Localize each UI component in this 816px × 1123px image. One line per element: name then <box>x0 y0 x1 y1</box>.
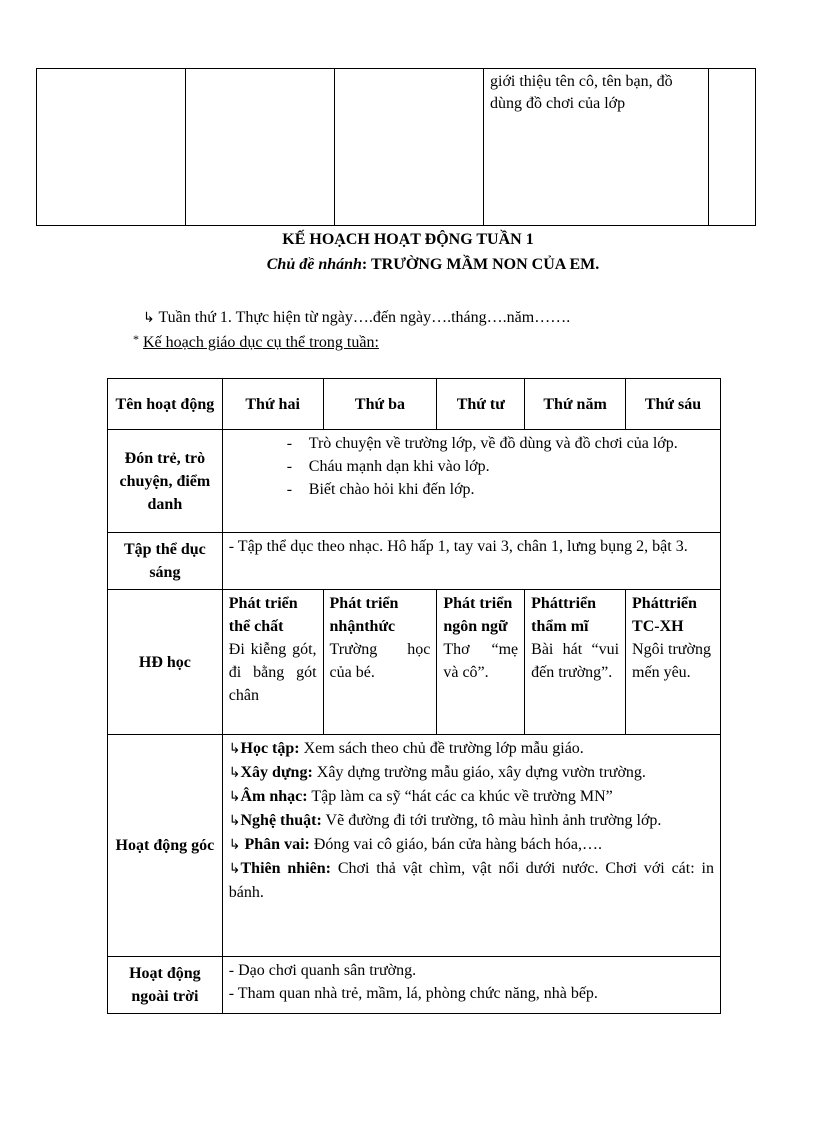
list-item: - Trò chuyện về trường lớp, về đồ dùng và đồ chơi của lớp. <box>309 432 714 455</box>
corner-item <box>229 761 714 785</box>
corner-text: Xem sách theo chủ đề trường lớp mẫu giáo. <box>299 740 584 757</box>
subject-content: Ngôi trường mến yêu. <box>632 641 711 681</box>
corner-text: Tập làm ca sỹ “hát các ca khúc về trường MN” <box>307 788 613 805</box>
row-label-the-duc: Tập thể dục sáng <box>108 533 223 590</box>
top-cell-5 <box>709 69 756 226</box>
plan-heading-line <box>133 334 379 352</box>
row-don-tre <box>108 430 721 533</box>
row-label-hd-hoc: HĐ học <box>108 590 223 735</box>
list-item: - Biết chào hỏi khi đến lớp. <box>309 478 714 501</box>
table-header-row <box>108 379 721 430</box>
week-line <box>143 309 570 327</box>
arrow-icon: ↳ <box>228 789 241 805</box>
subject-content: Bài hát “vui đến trường”. <box>531 641 620 681</box>
row-label-hd-goc: Hoạt động góc <box>108 735 223 957</box>
row-label-don-tre: Đón trẻ, trò chuyện, điểm danh <box>108 430 223 533</box>
arrow-icon: ↳ <box>228 813 241 829</box>
row-the-duc <box>108 533 721 590</box>
subtitle-value: : TRƯỜNG MẦM NON CỦA EM. <box>361 256 600 273</box>
corner-name: Thiên nhiên: <box>240 860 331 877</box>
the-duc-content: - Tập thể dục theo nhạc. Hô hấp 1, tay vai 3, chân 1, lưng bụng 2, bật 3. <box>222 533 720 590</box>
page-title: KẾ HOẠCH HOẠT ĐỘNG TUẦN 1 <box>282 231 534 248</box>
subject-content: Thơ “mẹ và cô”. <box>443 641 519 681</box>
subtitle-label: Chủ đề nhánh <box>266 256 362 273</box>
subject-label: Phát triển nhậnthức <box>329 595 399 635</box>
arrow-icon: ↳ <box>228 741 241 757</box>
hd-goc-content <box>222 735 720 957</box>
row-hd-hoc <box>108 590 721 735</box>
header-tuesday: Thứ ba <box>323 379 437 430</box>
arrow-icon: ↳ <box>228 861 241 877</box>
week-text: Tuần thứ 1. Thực hiện từ ngày….đến ngày….tháng….năm……. <box>158 309 571 326</box>
corner-name: Nghệ thuật: <box>240 812 322 829</box>
row-ngoai-troi <box>108 957 721 1014</box>
corner-item <box>229 737 714 761</box>
corner-item <box>229 833 714 857</box>
subject-label: Pháttriển thẩm mĩ <box>531 595 597 635</box>
subject-label: Pháttriển TC-XH <box>632 595 697 635</box>
arrow-icon: ↳ <box>228 837 241 853</box>
header-monday: Thứ hai <box>222 379 323 430</box>
corner-name: Âm nhạc: <box>240 788 308 805</box>
hd-hoc-friday <box>626 590 721 735</box>
corner-item <box>229 857 714 904</box>
row-label-ngoai-troi: Hoạt động ngoài trời <box>108 957 223 1014</box>
corner-name: Xây dựng: <box>240 764 313 781</box>
hd-hoc-thursday <box>525 590 626 735</box>
corner-text: Chơi thả vật chìm, vật nổi dưới nước. Chơi với cát: in bánh. <box>228 860 714 901</box>
corner-item <box>229 785 714 809</box>
corner-text: Vẽ đường đi tới trường, tô màu hình ảnh trường lớp. <box>321 812 662 829</box>
subject-content: Đi kiễng gót, đi bằng gót chân <box>228 641 317 704</box>
header-wednesday: Thứ tư <box>437 379 525 430</box>
list-item: - Cháu mạnh dạn khi vào lớp. <box>309 455 714 478</box>
star-mark: * <box>133 332 139 346</box>
subject-label: Phát triển ngôn ngữ <box>443 595 513 635</box>
arrow-icon: ↳ <box>228 765 241 781</box>
hd-hoc-wednesday <box>437 590 525 735</box>
corner-item <box>229 809 714 833</box>
plan-table <box>107 378 721 1014</box>
corner-name: Học tập: <box>240 740 300 757</box>
corner-text: Xây dựng trường mẫu giáo, xây dựng vườn trường. <box>312 764 646 781</box>
hd-hoc-tuesday <box>323 590 437 735</box>
row-hd-goc <box>108 735 721 957</box>
ngoai-troi-content <box>222 957 720 1014</box>
top-cell-3 <box>335 69 484 226</box>
corner-text: Đóng vai cô giáo, bán cửa hàng bách hóa,…. <box>309 836 602 853</box>
subject-label: Phát triển thể chất <box>228 595 298 635</box>
don-tre-list <box>229 432 714 501</box>
ngoai-troi-line: - Tham quan nhà trẻ, mầm, lá, phòng chức năng, nhà bếp. <box>228 985 598 1002</box>
top-cell-note: giới thiệu tên cô, tên bạn, đồ dùng đồ chơi của lớp <box>484 69 709 226</box>
plan-heading: Kế hoạch giáo dục cụ thể trong tuần: <box>143 334 379 351</box>
hd-hoc-monday <box>222 590 323 735</box>
header-activity: Tên hoạt động <box>108 379 223 430</box>
corner-name: Phân vai: <box>240 836 310 853</box>
header-friday: Thứ sáu <box>626 379 721 430</box>
don-tre-content <box>222 430 720 533</box>
top-table <box>36 68 756 226</box>
subject-content: Trường học của bé. <box>329 641 431 681</box>
header-thursday: Thứ năm <box>525 379 626 430</box>
subtitle <box>0 256 816 274</box>
arrow-icon: ↳ <box>143 310 155 326</box>
top-cell-1 <box>37 69 186 226</box>
ngoai-troi-line: - Dạo chơi quanh sân trường. <box>228 962 417 979</box>
top-cell-2 <box>186 69 335 226</box>
